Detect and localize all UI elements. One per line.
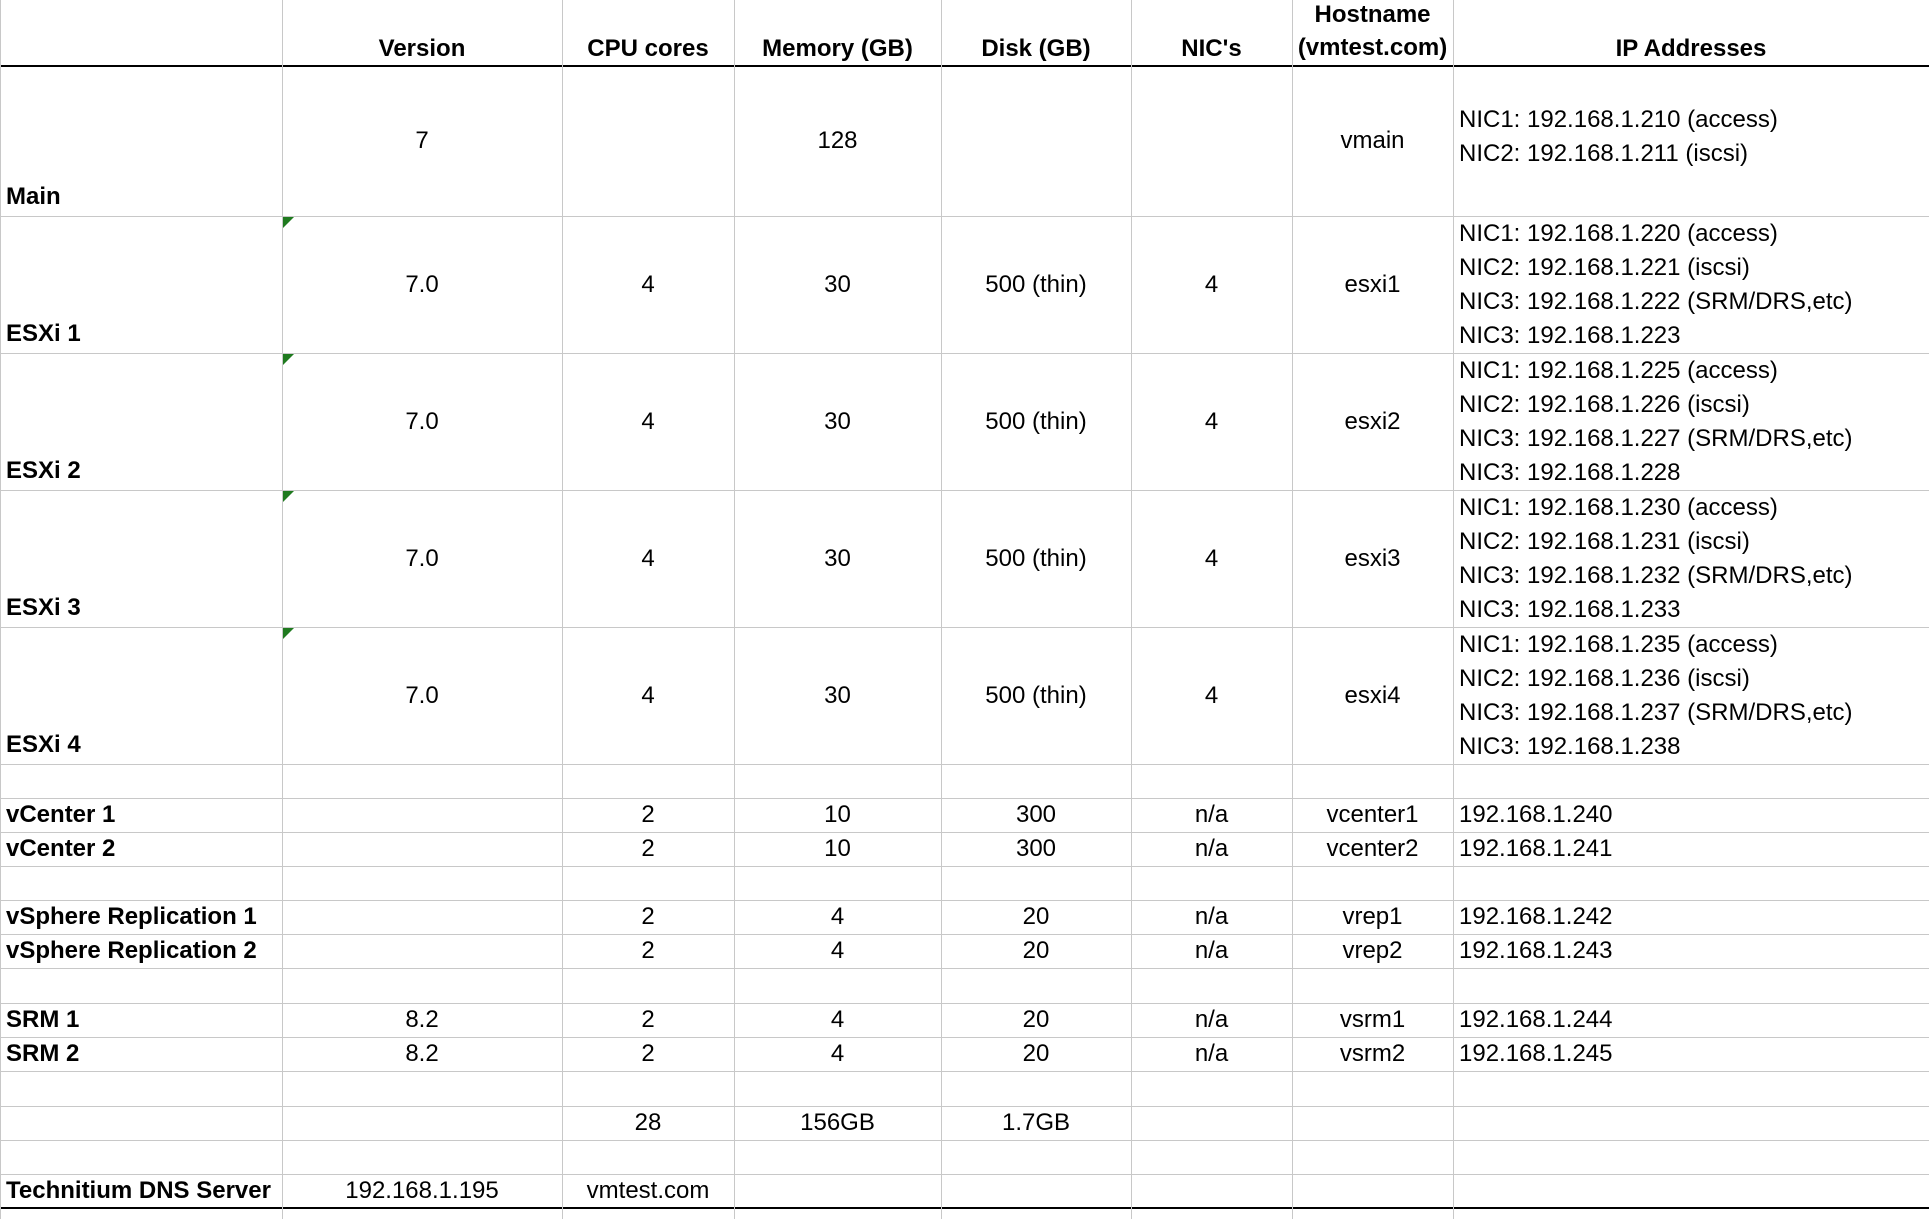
cell-hostname: vmain [1340,127,1405,154]
cell-memory: 4 [830,903,845,930]
cell-disk: 300 [1015,835,1057,862]
cell-hostname: vsrm2 [1339,1040,1406,1067]
cell-nics: 4 [1204,681,1219,709]
cell-disk [941,124,1131,158]
cell-memory: 30 [824,270,851,298]
ip-address-line: NIC2: 192.168.1.211 (iscsi) [1459,140,1749,167]
row-gridline [0,866,1929,867]
ip-address-line: NIC2: 192.168.1.236 (iscsi) [1459,665,1750,692]
ip-address-line: NIC3: 192.168.1.223 [1459,322,1681,349]
cell-nics: 4 [1204,270,1219,298]
row-label: SRM 1 [6,1006,80,1033]
ip-address-line: NIC2: 192.168.1.231 (iscsi) [1459,528,1750,555]
ip-address-line: NIC1: 192.168.1.225 (access) [1459,357,1778,384]
cell-disk: 500 (thin) [985,681,1087,709]
cell-disk: 500 (thin) [985,544,1087,572]
cell-memory: 4 [830,1006,845,1033]
dns-domain: vmtest.com [586,1177,710,1204]
cell-version: 7.0 [405,544,439,572]
column-header-label [0,32,282,66]
dns-ip: 192.168.1.195 [345,1177,499,1204]
row-label: Main [6,183,61,210]
cell-disk: 300 [1015,801,1057,828]
cell-hostname: esxi2 [1344,407,1401,435]
column-header-hostname-line1: Hostname [1314,1,1431,28]
cell-cpu: 4 [641,270,655,298]
comment-indicator-icon [283,628,294,639]
row-gridline [0,1140,1929,1141]
cell-cpu: 2 [641,937,655,964]
cell-version: 8.2 [405,1006,439,1033]
cell-disk: 500 (thin) [985,407,1087,435]
ip-address-line: NIC3: 192.168.1.238 [1459,733,1681,760]
ip-address: 192.168.1.245 [1459,1040,1613,1067]
cell-memory: 30 [824,544,851,572]
ip-address: 192.168.1.240 [1459,801,1613,828]
cell-hostname: vcenter1 [1326,801,1419,828]
cell-hostname: vcenter2 [1326,835,1419,862]
cell-version: 7.0 [405,407,439,435]
cell-disk: 20 [1022,903,1050,930]
ip-address: 192.168.1.241 [1459,835,1613,862]
cell-nics: n/a [1194,1006,1229,1033]
ip-address: 192.168.1.243 [1459,937,1613,964]
row-label: ESXi 4 [6,731,81,758]
total-memory: 156GB [800,1109,875,1136]
cell-cpu: 4 [641,407,655,435]
cell-nics: n/a [1194,835,1229,862]
total-cpu: 28 [634,1109,662,1136]
row-gridline [0,968,1929,969]
ip-address-line: NIC1: 192.168.1.210 (access) [1459,106,1778,133]
ip-address-line: NIC1: 192.168.1.235 (access) [1459,631,1778,658]
dns-label: Technitium DNS Server [6,1177,271,1204]
cell-version: 7.0 [405,681,439,709]
row-gridline [0,764,1929,765]
cell-nics: n/a [1194,937,1229,964]
cell-version: 7 [415,127,429,154]
column-header-memory: Memory (GB) [762,35,913,62]
cell-disk: 500 (thin) [985,270,1087,298]
ip-address: 192.168.1.244 [1459,1006,1613,1033]
cell-version [282,900,562,934]
cell-hostname: esxi4 [1344,681,1401,709]
column-header-hostname-line2: (vmtest.com) [1297,34,1448,61]
row-gridline [0,1071,1929,1072]
ip-address-line: NIC2: 192.168.1.226 (iscsi) [1459,391,1750,418]
column-header-version: Version [378,35,466,62]
row-label: vCenter 2 [6,835,116,862]
cell-nics: n/a [1194,903,1229,930]
ip-address-line: NIC1: 192.168.1.220 (access) [1459,220,1778,247]
cell-memory: 4 [830,1040,845,1067]
cell-memory: 4 [830,937,845,964]
cell-nics: 4 [1204,544,1219,572]
ip-address-line: NIC3: 192.168.1.232 (SRM/DRS,etc) [1459,562,1853,589]
cell-cpu: 2 [641,1006,655,1033]
cell-memory: 30 [824,407,851,435]
cell-version [282,798,562,832]
cell-version [282,832,562,866]
row-label: vSphere Replication 2 [6,937,257,964]
cell-hostname: vsrm1 [1339,1006,1406,1033]
cell-memory: 30 [824,681,851,709]
cell-disk: 20 [1022,1040,1050,1067]
cell-memory: 10 [824,835,851,862]
cell-cpu: 2 [641,903,655,930]
ip-address-line: NIC3: 192.168.1.222 (SRM/DRS,etc) [1459,288,1853,315]
ip-address-line: NIC1: 192.168.1.230 (access) [1459,494,1778,521]
ip-address-line: NIC3: 192.168.1.227 (SRM/DRS,etc) [1459,425,1853,452]
row-label: ESXi 3 [6,594,81,621]
cell-cpu: 2 [641,801,655,828]
row-label: ESXi 2 [6,457,81,484]
cell-version [282,934,562,968]
row-label: vCenter 1 [6,801,116,828]
cell-nics: 4 [1204,407,1219,435]
cell-disk: 20 [1022,937,1050,964]
cell-nics: n/a [1194,1040,1229,1067]
ip-address-line: NIC2: 192.168.1.221 (iscsi) [1459,254,1750,281]
cell-memory: 10 [824,801,851,828]
cell-cpu: 4 [641,544,655,572]
column-header-nics: NIC's [1181,35,1242,62]
ip-address: 192.168.1.242 [1459,903,1613,930]
total-disk: 1.7GB [1001,1109,1071,1136]
ip-address-line: NIC3: 192.168.1.228 [1459,459,1681,486]
cell-memory: 128 [817,127,858,154]
cell-hostname: vrep2 [1342,937,1403,964]
cell-nics [1131,124,1292,158]
column-header-disk: Disk (GB) [981,35,1091,62]
column-header-ip: IP Addresses [1615,35,1767,62]
cell-hostname: vrep1 [1342,903,1403,930]
column-header-cpu: CPU cores [587,35,709,62]
cell-version: 7.0 [405,270,439,298]
ip-address-line: NIC3: 192.168.1.237 (SRM/DRS,etc) [1459,699,1853,726]
cell-cpu: 2 [641,1040,655,1067]
row-label: ESXi 1 [6,320,81,347]
comment-indicator-icon [283,491,294,502]
ip-address-line: NIC3: 192.168.1.233 [1459,596,1681,623]
cell-hostname: esxi3 [1344,544,1401,572]
cell-cpu: 4 [641,681,655,709]
comment-indicator-icon [283,354,294,365]
cell-version: 8.2 [405,1040,439,1067]
cell-hostname: esxi1 [1344,270,1401,298]
row-label: SRM 2 [6,1040,80,1067]
row-label: vSphere Replication 1 [6,903,257,930]
comment-indicator-icon [283,217,294,228]
cell-nics: n/a [1194,801,1229,828]
cell-cpu: 2 [641,835,655,862]
cell-disk: 20 [1022,1006,1050,1033]
cell-cpu [562,124,734,158]
